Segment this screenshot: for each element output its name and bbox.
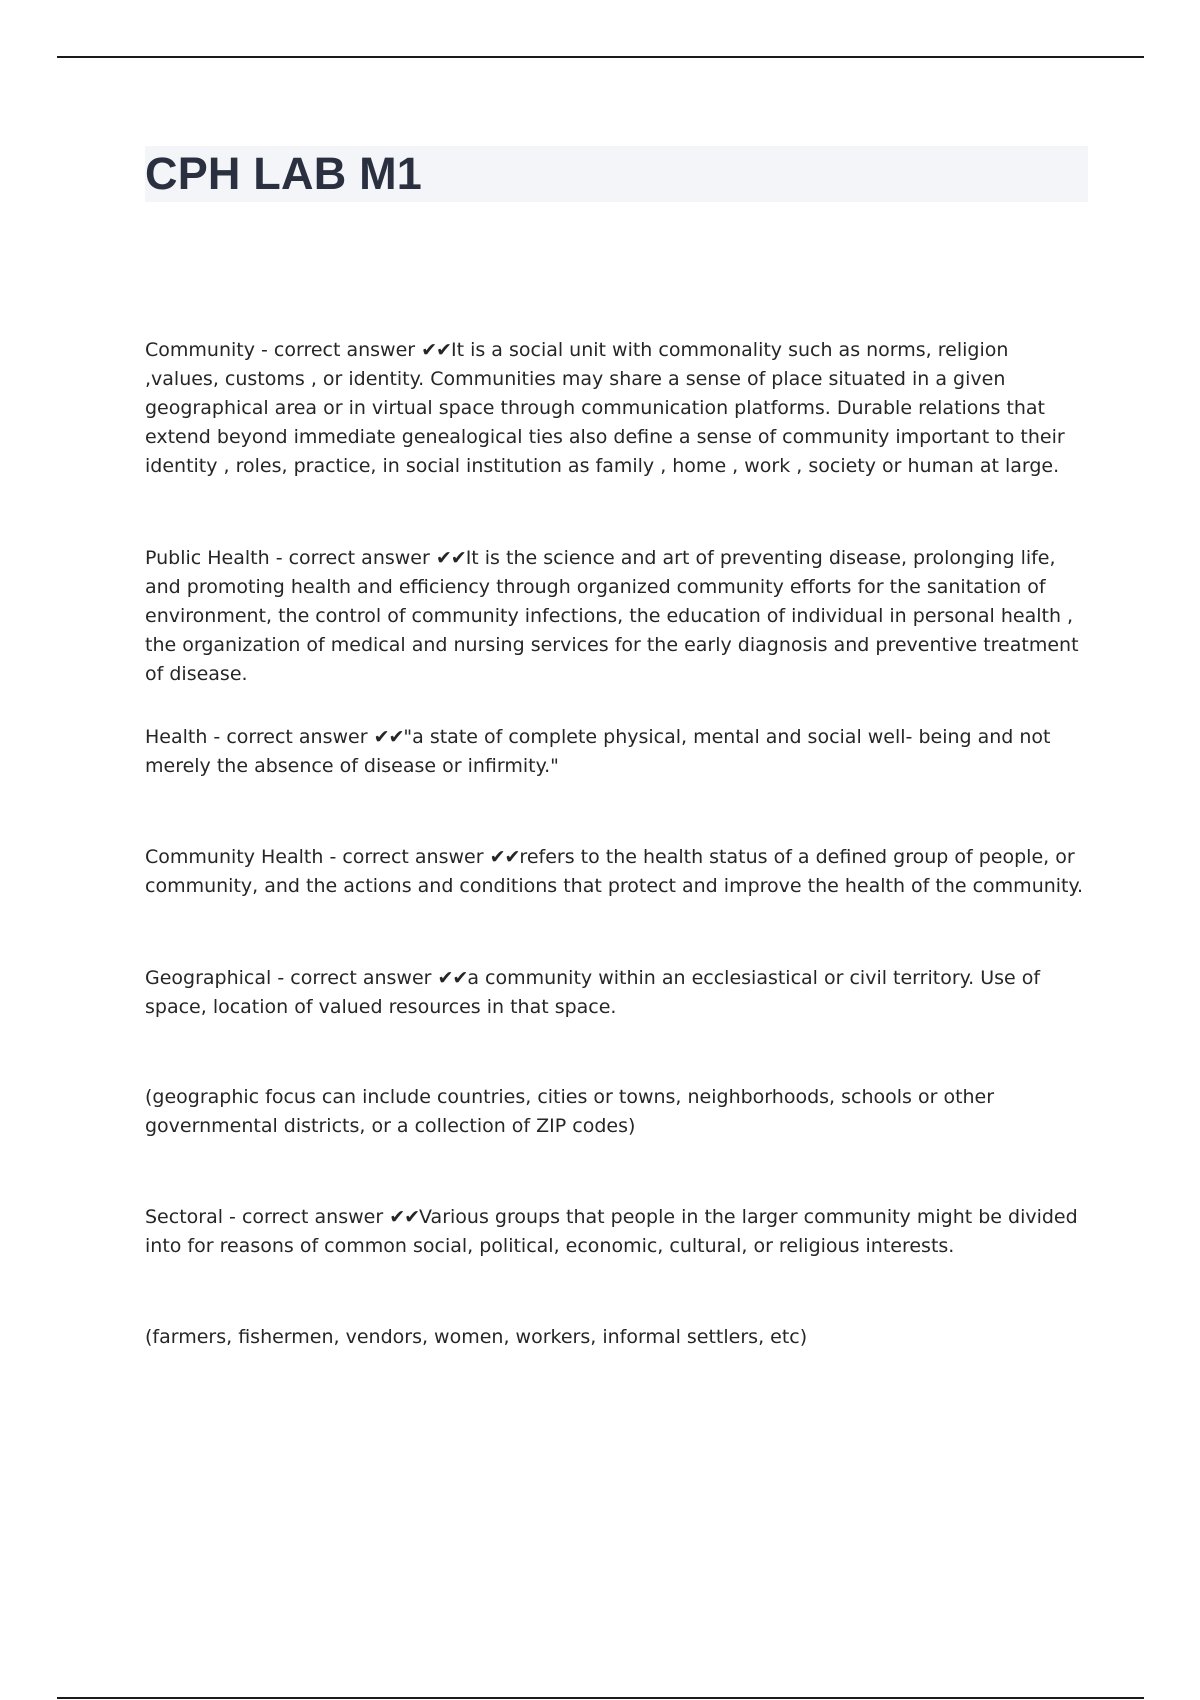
entry-definition: It is a social unit with commonality such as norms, religion ,values, customs , or identity. Communities may share a sense of place situated in a given geographical area or in virtual space through communication platforms. Durable relations that extend beyond immediate genealogical ties also define a sense of community important to their identity , roles, practice, in social institution as family , home , work , society or human at large. <box>145 339 1065 477</box>
entry-label: - correct answer <box>269 547 436 569</box>
check-icon: ✔✔ <box>437 967 468 989</box>
check-icon: ✔✔ <box>421 339 451 361</box>
top-divider <box>57 56 1144 58</box>
entry-label: - correct answer <box>271 967 438 989</box>
entry-term: Community Health <box>145 846 324 868</box>
entry-sectoral <box>145 1203 1085 1261</box>
entry-geographical <box>145 964 1085 1022</box>
entry-sectoral-note <box>145 1323 1085 1352</box>
page-title: CPH LAB M1 <box>145 148 423 199</box>
entry-definition: a community within an ecclesiastical or civil territory. Use of space, location of valued resources in that space. <box>145 967 1041 1018</box>
check-icon: ✔✔ <box>435 547 466 569</box>
entry-term: Community <box>145 339 255 361</box>
entry-note: (geographic focus can include countries, cities or towns, neighborhoods, schools or other governmental districts, or a collection of ZIP codes) <box>145 1086 995 1137</box>
entry-label: - correct answer <box>254 339 422 361</box>
check-icon: ✔✔ <box>489 846 520 868</box>
entry-community-health <box>145 843 1085 901</box>
entry-geographic-note <box>145 1083 1085 1141</box>
entry-definition: It is the science and art of preventing disease, prolonging life, and promoting health and efficiency through organized community efforts for the sanitation of environment, the control of community infections, the education of individual in personal health , the organization of medical and nursing services for the early diagnosis and preventive treatment of disease. <box>145 547 1079 685</box>
entry-definition: refers to the health status of a defined group of people, or community, and the actions and conditions that protect and improve the health of the community. <box>145 846 1084 897</box>
entry-term: Health <box>145 726 208 748</box>
entry-community <box>145 336 1085 481</box>
entry-definition: Various groups that people in the larger community might be divided into for reasons of common social, political, economic, cultural, or religious interests. <box>145 1206 1078 1257</box>
entry-health <box>145 723 1085 781</box>
entry-definition: "a state of complete physical, mental and social well- being and not merely the absence of disease or infirmity." <box>145 726 1051 777</box>
entry-public-health <box>145 544 1085 689</box>
check-icon: ✔✔ <box>373 726 404 748</box>
entry-term: Public Health <box>145 547 270 569</box>
title-banner <box>145 146 1088 202</box>
entry-label: - correct answer <box>207 726 374 748</box>
bottom-divider <box>57 1697 1144 1699</box>
entry-label: - correct answer <box>223 1206 390 1228</box>
entry-note: (farmers, fishermen, vendors, women, workers, informal settlers, etc) <box>145 1326 808 1348</box>
entry-label: - correct answer <box>323 846 490 868</box>
entry-term: Geographical <box>145 967 272 989</box>
entry-term: Sectoral <box>145 1206 224 1228</box>
check-icon: ✔✔ <box>389 1206 420 1228</box>
